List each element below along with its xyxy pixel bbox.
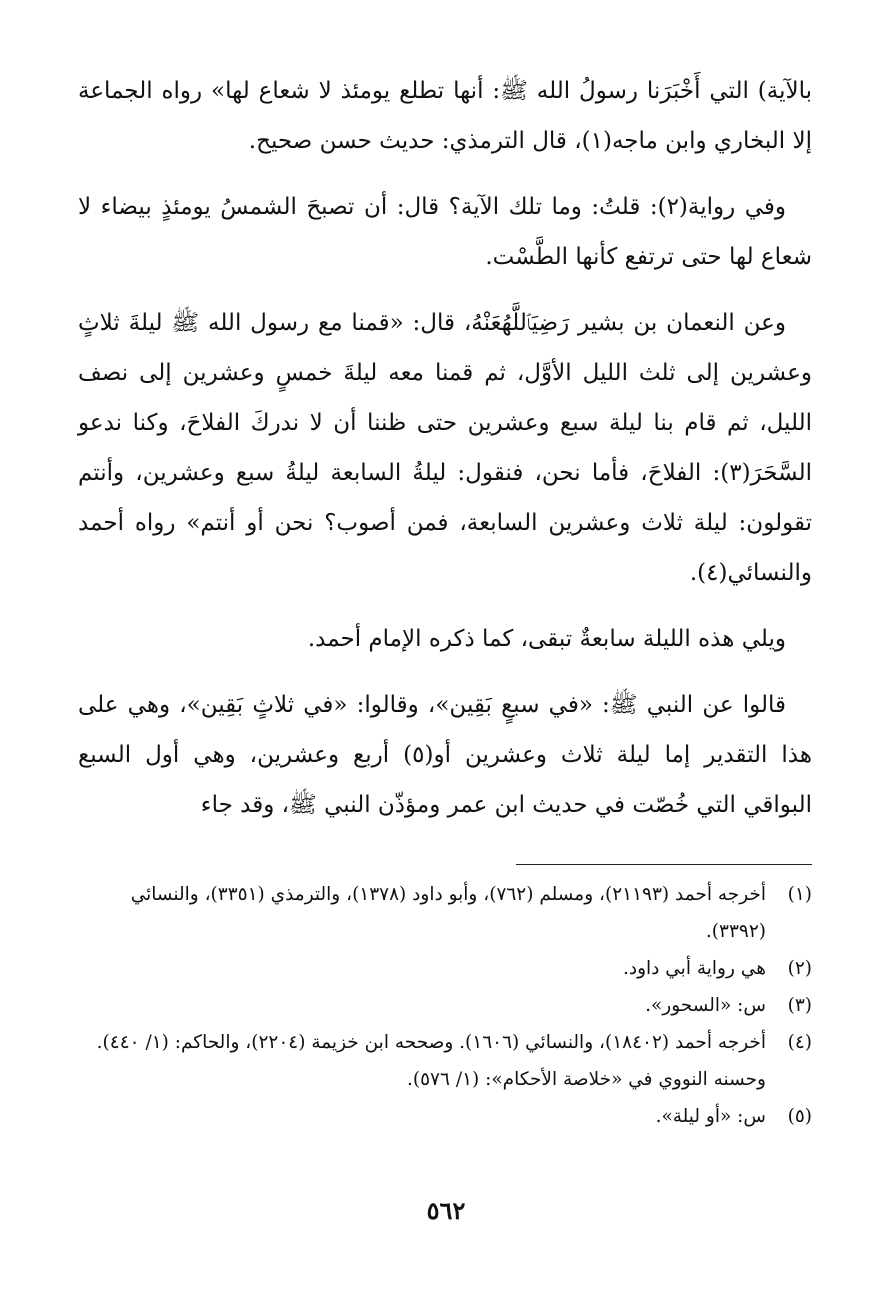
footnote — [78, 950, 812, 987]
footnote — [78, 987, 812, 1024]
footnote-number: (٤) — [787, 1032, 812, 1053]
footnote-number: (٢) — [787, 958, 812, 979]
footnote-text: هي رواية أبي داود. — [622, 958, 766, 979]
footnote-text: أخرجه أحمد (٢١١٩٣)، ومسلم (٧٦٢)، وأبو داود (١٣٧٨)، والترمذي (٣٣٥١)، والنسائي (٣٣٩٢). — [130, 884, 766, 942]
main-text — [78, 66, 812, 846]
footnote-text: س: «السحور». — [645, 995, 766, 1016]
footnote-text: أخرجه أحمد (١٨٤٠٢)، والنسائي (١٦٠٦). وصححه ابن خزيمة (٢٢٠٤)، والحاكم: (١/ ٤٤٠). وحسنه النووي في «خلاصة الأحكام»: (١/ ٥٧٦). — [96, 1032, 766, 1090]
paragraph: بالآية) التي أَخْبَرَنا رسولُ الله ﷺ: أنها تطلع يومئذ لا شعاع لها» رواه الجماعة إلا البخاري وابن ماجه(١)، قال الترمذي: حديث حسن صحيح. — [78, 78, 812, 154]
footnote — [78, 1098, 812, 1135]
footnote-text: س: «أو ليلة». — [655, 1106, 766, 1127]
footnote-number: (١) — [787, 884, 812, 905]
footnote-number: (٥) — [787, 1106, 812, 1127]
paragraph: قالوا عن النبي ﷺ: «في سبعٍ بَقِين»، وقالوا: «في ثلاثٍ بَقِين»، وهي على هذا التقدير إما ليلة ثلاث وعشرين أو(٥) أربع وعشرين، وهي أول السبع البواقي التي خُصّت في حديث ابن عمر ومؤذّن النبي ﷺ، وقد جاء — [78, 692, 812, 818]
footnote-number: (٣) — [787, 995, 812, 1016]
page-number: ٥٦٢ — [426, 1196, 466, 1225]
footnotes — [78, 876, 812, 1135]
footnote — [78, 1024, 812, 1098]
paragraph: وعن النعمان بن بشير رَضِيَٱللَّهُعَنْهُ، قال: «قمنا مع رسول الله ﷺ ليلةَ ثلاثٍ وعشرين إلى ثلث الليل الأوَّل، ثم قمنا معه ليلةَ خمسٍ وعشرين إلى نصف الليل، ثم قام بنا ليلة سبع وعشرين حتى ظننا أن لا ندركَ الفلاحَ، وكنا ندعو السَّحَرَ(٣): الفلاحَ، فأما نحن، فنقول: ليلةُ السابعة ليلةُ سبع وعشرين، وأنتم تقولون: ليلة ثلاث وعشرين السابعة، فمن أصوب؟ نحن أو أنتم» رواه أحمد والنسائي(٤). — [78, 310, 812, 586]
footnote — [78, 876, 812, 950]
paragraph: ويلي هذه الليلة سابعةٌ تبقى، كما ذكره الإمام أحمد. — [307, 626, 786, 652]
footnote-separator — [516, 864, 812, 865]
paragraph: وفي رواية(٢): قلتُ: وما تلك الآية؟ قال: أن تصبحَ الشمسُ يومئذٍ بيضاء لا شعاع لها حتى ترتفع كأنها الطَّسْت. — [78, 194, 812, 270]
